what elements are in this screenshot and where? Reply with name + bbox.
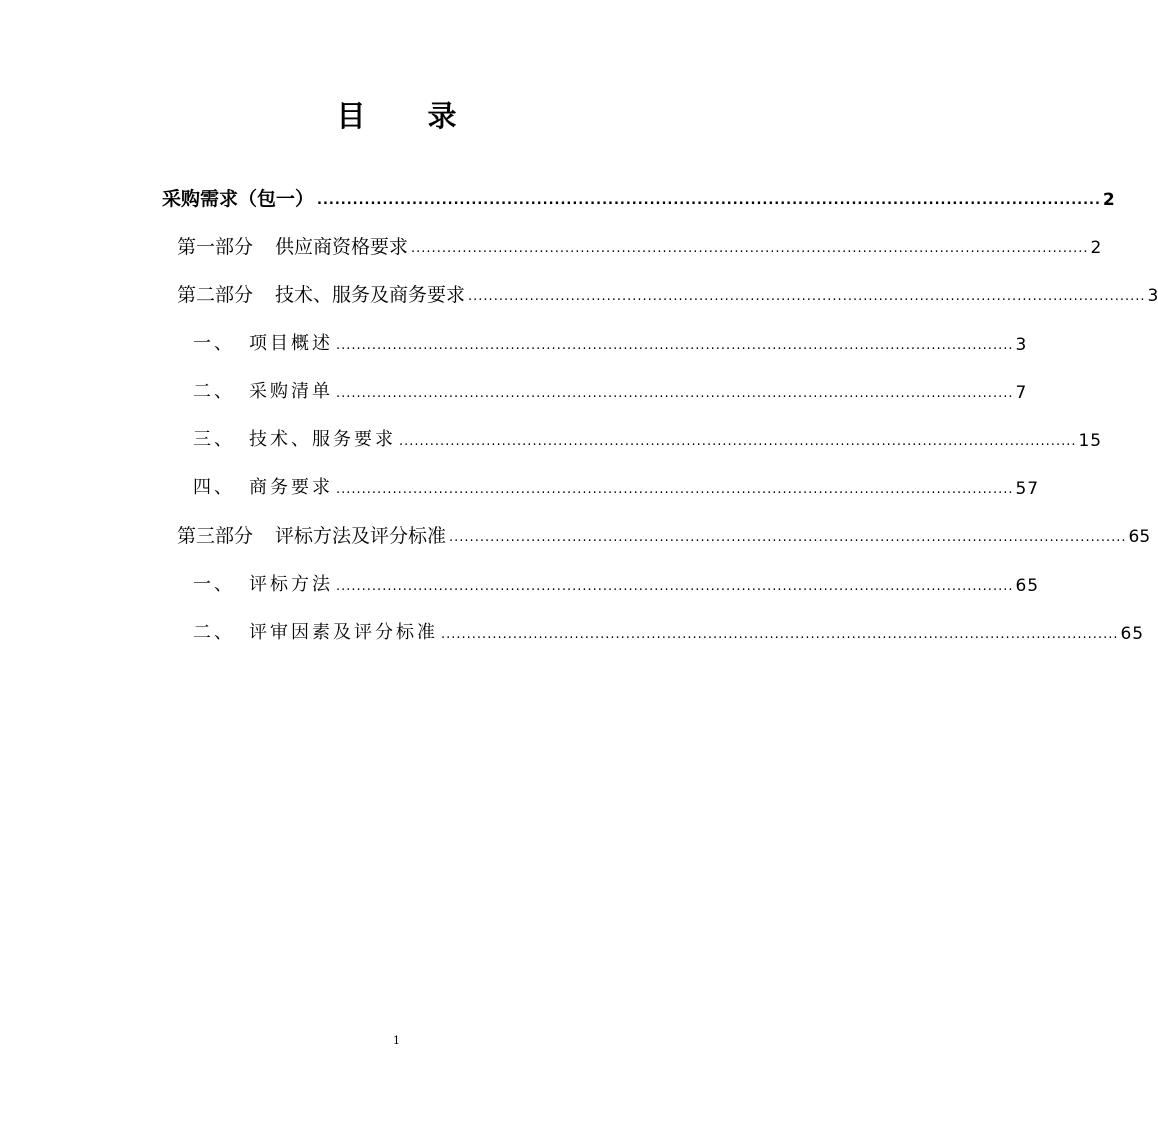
toc-entry-prefix: 二、 [193,622,235,643]
toc-entry-label [177,235,408,259]
toc-entry-label [193,476,333,500]
toc-entry-text: 评标方法 [249,574,333,595]
toc-entry-part-one[interactable] [177,231,1102,259]
toc-dot-leader: .................................................................................................................................... [411,241,1089,256]
toc-entry-prefix: 第二部分 [177,284,254,306]
toc-entry-label: 采购需求（包一） [162,188,315,210]
page-footer-number: 1 [393,1034,400,1047]
toc-entry-label [193,428,396,452]
toc-entry-prefix: 四、 [193,477,235,498]
toc-page-number: 3 [1015,335,1028,355]
toc-dot-leader: .................................................................................................................................... [317,193,1101,208]
toc-entry-procurement-requirements[interactable] [162,183,1115,211]
toc-entry-prefix: 一、 [193,333,235,354]
toc-dot-leader: .................................................................................................................................... [336,338,1014,353]
toc-entry-text: 评审因素及评分标准 [249,622,438,643]
toc-dot-leader: .................................................................................................................................... [399,434,1077,449]
toc-title: 目 录 [336,99,483,133]
toc-entry-part-two[interactable] [177,279,1158,307]
toc-page-number: 2 [1102,190,1115,210]
toc-entry-label [193,573,333,597]
toc-page-number: 15 [1078,431,1103,451]
toc-entry-text: 商务要求 [249,477,333,498]
toc-dot-leader: .................................................................................................................................... [449,530,1127,545]
toc-entry-label [193,332,333,356]
toc-dot-leader: .................................................................................................................................... [336,386,1014,401]
toc-entry-prefix: 一、 [193,574,235,595]
toc-entry-business-requirements[interactable] [193,472,1040,500]
toc-entry-text: 技术、服务及商务要求 [275,284,466,306]
toc-page-number: 3 [1147,286,1158,306]
toc-entry-procurement-list[interactable] [193,376,1028,404]
toc-entry-evaluation-criteria[interactable] [193,617,1145,645]
toc-page-number: 65 [1120,624,1145,644]
toc-entry-text: 供应商资格要求 [275,236,409,258]
toc-entry-part-three[interactable] [177,520,1151,548]
toc-entry-label [177,283,465,307]
toc-page-number: 65 [1015,576,1040,596]
toc-dot-leader: .................................................................................................................................... [441,627,1119,642]
toc-entry-evaluation-method[interactable] [193,569,1040,597]
toc-dot-leader: .................................................................................................................................... [468,289,1146,304]
toc-entry-technical-service-requirements[interactable] [193,424,1103,452]
toc-entry-project-overview[interactable] [193,328,1028,356]
toc-entry-prefix: 三、 [193,429,235,450]
toc-entry-label [193,380,333,404]
toc-entry-text: 采购清单 [249,381,333,402]
toc-entry-text: 技术、服务要求 [249,429,396,450]
toc-dot-leader: .................................................................................................................................... [336,579,1014,594]
toc-page-number: 57 [1015,479,1040,499]
toc-page-number: 65 [1128,527,1151,547]
toc-page-number: 7 [1015,383,1028,403]
toc-entry-label [193,621,438,645]
toc-entry-prefix: 第一部分 [177,236,254,258]
toc-entry-prefix: 二、 [193,381,235,402]
toc-page-number: 2 [1090,238,1102,258]
toc-entry-prefix: 第三部分 [177,525,254,547]
toc-entry-text: 项目概述 [249,333,333,354]
toc-dot-leader: .................................................................................................................................... [336,482,1014,497]
toc-entry-label [177,524,446,548]
toc-entry-text: 评标方法及评分标准 [275,525,447,547]
